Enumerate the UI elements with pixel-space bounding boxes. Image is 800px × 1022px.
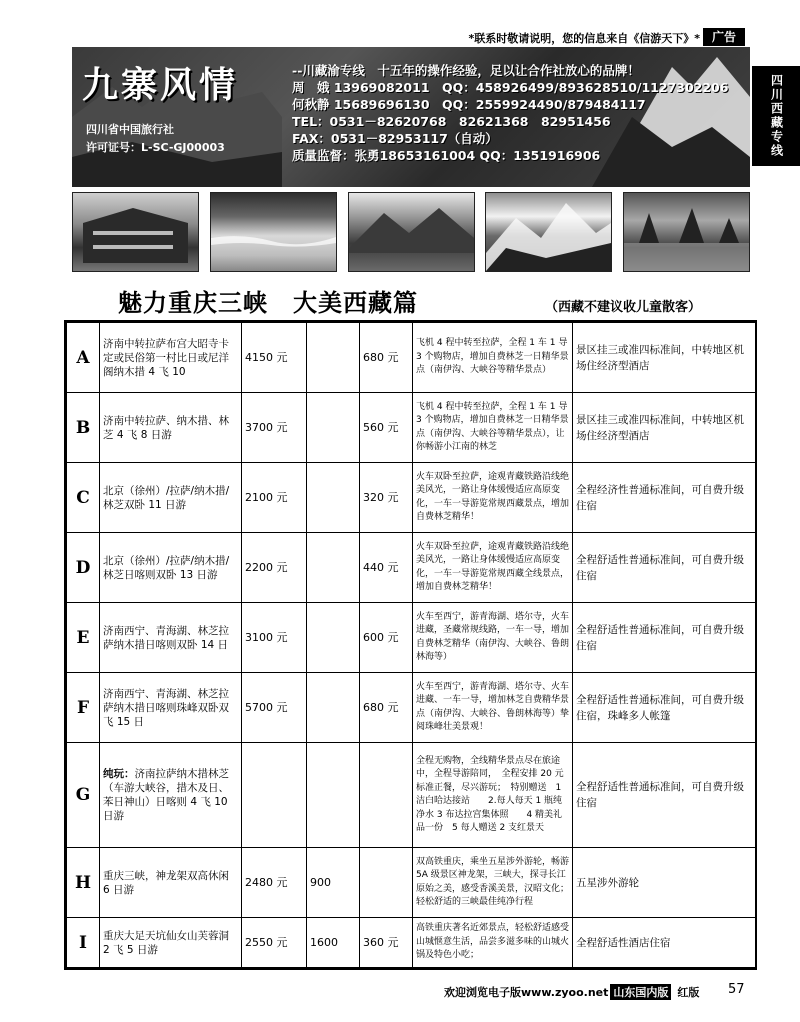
price-optional: 320 元 (360, 463, 413, 533)
brand-logo: 九寨风情 (82, 64, 239, 106)
header-banner (72, 47, 750, 187)
price-secondary (307, 533, 360, 603)
slogan-line: --川藏渝专线 十五年的操作经验，足以让合作社放心的品牌！ (292, 63, 640, 78)
route-description: 火车至西宁，游青海湖、塔尔寺、火车进藏、一车一导，增加林芝自费精华景点（南伊沟、大峡谷、鲁朗林海等）挚阅珠峰壮美景观！ (413, 673, 573, 743)
edition-color: 红版 (677, 986, 700, 999)
price-optional (360, 743, 413, 848)
price-optional: 360 元 (360, 918, 413, 968)
price-adult: 3700 元 (242, 393, 307, 463)
price-adult: 2480 元 (242, 848, 307, 918)
photo-strip (72, 192, 750, 272)
price-secondary (307, 603, 360, 673)
tel-line: TEL：0531－82620768 82621368 82951456 (292, 114, 611, 129)
price-secondary: 900 (307, 848, 360, 918)
edition-badge: 山东国内版 (610, 984, 671, 1000)
route-description: 火车双卧至拉萨，途观青藏铁路沿线绝美风光，一路让身体缓慢适应高原变化，一车一导游览常规西藏全线景点，增加自费林芝精华！ (413, 533, 573, 603)
price-optional: 680 元 (360, 323, 413, 393)
price-optional (360, 848, 413, 918)
table-row (67, 533, 756, 603)
table-row (67, 848, 756, 918)
price-adult (242, 743, 307, 848)
accommodation: 全程舒适性普通标准间，可自费升级住宿，珠峰多人帐篷 (573, 673, 756, 743)
route-description: 火车双卧至拉萨，途观青藏铁路沿线绝美风光，一路让身体缓慢适应高原变化，一车一导游览常规西藏景点，增加自费林芝精华！ (413, 463, 573, 533)
table-row (67, 918, 756, 968)
contact-line: 周 娥 13969082011 QQ：458926499/893628510/1127302206 (292, 80, 729, 95)
price-secondary (307, 393, 360, 463)
accommodation: 全程舒适性酒店住宿 (573, 918, 756, 968)
price-optional: 560 元 (360, 393, 413, 463)
price-optional: 680 元 (360, 673, 413, 743)
route-description: 火车至西宁，游青海湖、塔尔寺，火车进藏，圣藏常规线路，一车一导，增加自费林芝精华（南伊沟、大峡谷、鲁朗林海等） (413, 603, 573, 673)
price-secondary (307, 323, 360, 393)
page-title: 魅力重庆三峡 大美西藏篇 (118, 289, 418, 317)
row-letter: E (67, 603, 100, 673)
photo-snow-peaks (485, 192, 612, 272)
route-prefix: 纯玩： (103, 768, 135, 780)
price-secondary (307, 463, 360, 533)
accommodation: 全程舒适性普通标准间，可自费升级住宿 (573, 603, 756, 673)
route-name: 济南西宁、青海湖、林芝拉萨纳木措日喀则珠峰双卧双飞 15 日 (100, 673, 242, 743)
price-secondary (307, 743, 360, 848)
row-letter: I (67, 918, 100, 968)
child-policy-note: （西藏不建议收儿童散客） (545, 300, 702, 315)
supervision-line: 质量监督：张勇18653161004 QQ：1351916906 (292, 148, 601, 163)
table-row (67, 673, 756, 743)
agency-name: 四川省中国旅行社 (86, 123, 174, 136)
table-row (67, 323, 756, 393)
price-adult: 2200 元 (242, 533, 307, 603)
route-name: 济南中转拉萨布宫大昭寺卡定或民俗第一村比日或尼洋阁纳木措 4 飞 10 (100, 323, 242, 393)
row-letter: F (67, 673, 100, 743)
table-row (67, 463, 756, 533)
accommodation: 全程经济性普通标准间，可自费升级住宿 (573, 463, 756, 533)
route-description: 飞机 4 程中转至拉萨，全程 1 车 1 导 3 个购物店，增加自费林芝一日精华景点（南伊沟、大峡谷等精华景点），让你畅游小江南的林芝 (413, 393, 573, 463)
accommodation: 全程舒适性普通标准间，可自费升级住宿 (573, 743, 756, 848)
table-row (67, 743, 756, 848)
route-text: 济南拉萨纳木措林芝（车游大峡谷，措木及日、苯日神山）日喀则 4 飞 10 日游 (103, 768, 229, 822)
route-name (100, 743, 242, 848)
photo-forest-lake (623, 192, 750, 272)
row-letter: C (67, 463, 100, 533)
route-name: 北京（徐州）/拉萨/纳木措/林芝日喀则双卧 13 日游 (100, 533, 242, 603)
row-letter: B (67, 393, 100, 463)
route-description: 全程无购物，全线精华景点尽在旅途中，全程导游陪同， 全程安排 20 元标准正餐，尽兴游玩； 特别赠送 1 洁白哈达接站 2.每人每天 1 瓶纯净水 3 布达拉宫集体照 4 精美礼品一份 5 每人赠送 2 支红景天 (413, 743, 573, 848)
contact-note: *联系时敬请说明，您的信息来自《信游天下》* (468, 32, 700, 45)
price-adult: 5700 元 (242, 673, 307, 743)
page-number: 57 (728, 982, 745, 997)
license-number: 许可证号：L-SC-GJ00003 (86, 141, 225, 154)
ad-tag: 广告 (703, 28, 745, 46)
fax-line: FAX：0531－82953117（自动） (292, 131, 498, 146)
accommodation: 全程舒适性普通标准间，可自费升级住宿 (573, 533, 756, 603)
footer (444, 984, 699, 1000)
itinerary-table (64, 320, 757, 970)
photo-terraced-pools (210, 192, 337, 272)
route-description: 飞机 4 程中转至拉萨，全程 1 车 1 导 3 个购物店，增加自费林芝一日精华景点（南伊沟、大峡谷等精华景点） (413, 323, 573, 393)
route-description: 高铁重庆著名近郊景点，轻松舒适感受山城惬意生活，品尝多滋多味的山城火锅及特色小吃； (413, 918, 573, 968)
route-name: 重庆大足天坑仙女山芙蓉洞 2 飞 5 日游 (100, 918, 242, 968)
route-name: 济南中转拉萨、纳木措、林芝 4 飞 8 日游 (100, 393, 242, 463)
route-name: 北京（徐州）/拉萨/纳木措/林芝双卧 11 日游 (100, 463, 242, 533)
contact-block (292, 62, 747, 164)
row-letter: G (67, 743, 100, 848)
side-category-tab (752, 66, 800, 166)
price-adult: 2550 元 (242, 918, 307, 968)
photo-ancient-town (72, 192, 199, 272)
price-optional: 440 元 (360, 533, 413, 603)
footer-website[interactable]: 欢迎浏览电子版www.zyoo.net (444, 986, 609, 999)
route-name: 济南西宁、青海湖、林芝拉萨纳木措日喀则双卧 14 日 (100, 603, 242, 673)
row-letter: H (67, 848, 100, 918)
price-secondary: 1600 (307, 918, 360, 968)
row-letter: D (67, 533, 100, 603)
price-optional: 600 元 (360, 603, 413, 673)
route-description: 双高铁重庆，乘坐五星涉外游轮，畅游 5A 级景区神龙架，三峡大，探寻长江原始之美，感受香溪美景，汉昭文化；轻松舒适的三峡最佳纯净行程 (413, 848, 573, 918)
photo-lake-mountain (348, 192, 475, 272)
contact-line: 何秋静 15689696130 QQ：2559924490/879484117 (292, 97, 646, 112)
table-row (67, 393, 756, 463)
accommodation: 五星涉外游轮 (573, 848, 756, 918)
price-adult: 2100 元 (242, 463, 307, 533)
side-tab-label: 四川西藏专线 (769, 74, 784, 158)
accommodation: 景区挂三或准四标准间，中转地区机场住经济型酒店 (573, 323, 756, 393)
price-secondary (307, 673, 360, 743)
accommodation: 景区挂三或准四标准间，中转地区机场住经济型酒店 (573, 393, 756, 463)
table-row (67, 603, 756, 673)
price-adult: 3100 元 (242, 603, 307, 673)
price-adult: 4150 元 (242, 323, 307, 393)
row-letter: A (67, 323, 100, 393)
route-name: 重庆三峡，神龙架双高休闲 6 日游 (100, 848, 242, 918)
